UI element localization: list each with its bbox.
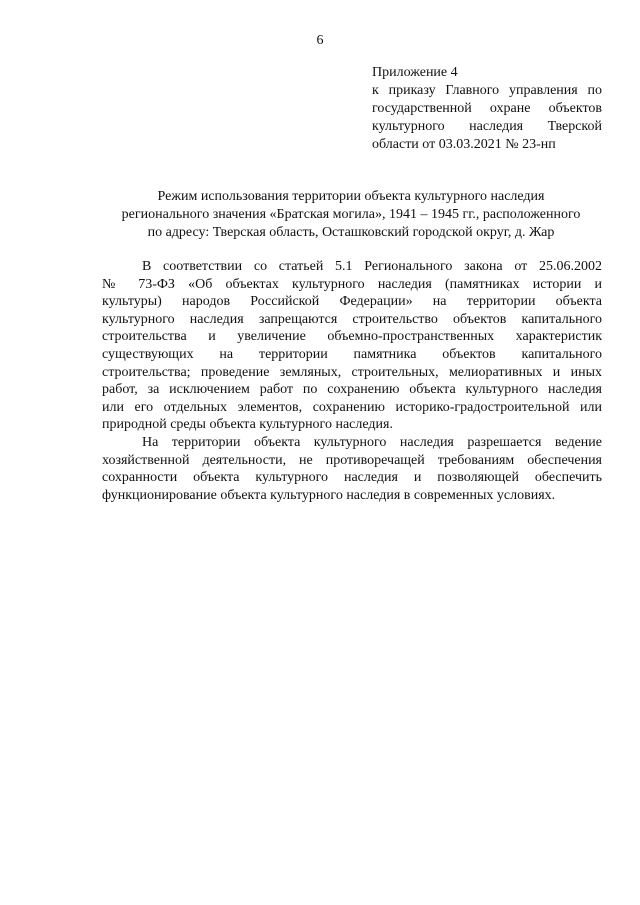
page-number: 6 — [316, 33, 324, 48]
appendix-line: к приказу Главного управления по — [372, 83, 602, 98]
paragraph-line: строительства и увеличение объемно-пространственных характеристик — [102, 329, 602, 345]
appendix-header — [372, 64, 602, 154]
paragraph-line: существующих на территории памятника объектов капитального — [102, 346, 602, 362]
paragraph-line: работ, за исключением работ по сохранению объекта культурного наследия — [102, 382, 602, 398]
paragraph-line: На территории объекта культурного наследия разрешается ведение — [142, 434, 602, 450]
document-body — [102, 258, 602, 504]
paragraph-permissions — [102, 434, 602, 504]
title-line: Режим использования территории объекта культурного наследия — [157, 189, 545, 204]
paragraph-line: природной среды объекта культурного наследия. — [102, 417, 393, 433]
document-title — [96, 188, 606, 242]
paragraph-restrictions — [102, 258, 602, 434]
paragraph-line: строительства; проведение земляных, строительных, мелиоративных и иных — [102, 364, 602, 380]
title-line: по адресу: Тверская область, Осташковский городской округ, д. Жар — [147, 225, 555, 240]
appendix-line: области от 03.03.2021 № 23-нп — [372, 137, 556, 152]
title-line: регионального значения «Братская могила», 1941 – 1945 гг., расположенного — [121, 207, 581, 222]
paragraph-line: культуры) народов Российской Федерации» на территории объекта — [102, 294, 602, 310]
appendix-line: Приложение 4 — [372, 65, 458, 80]
paragraph-line: культурного наследия запрещаются строительство объектов капитального — [102, 311, 602, 327]
paragraph-line: или его отдельных элементов, сохранению историко-градостроительной или — [102, 399, 602, 415]
paragraph-line: № 73-ФЗ «Об объектах культурного наследия (памятниках истории и — [102, 276, 602, 292]
paragraph-line: хозяйственной деятельности, не противоречащей требованиям обеспечения — [102, 452, 602, 468]
paragraph-line: В соответствии со статьей 5.1 Регионального закона от 25.06.2002 — [142, 259, 602, 274]
appendix-line: государственной охране объектов — [372, 101, 602, 116]
paragraph-line: функционирование объекта культурного наследия в современных условиях. — [102, 487, 556, 503]
appendix-line: культурного наследия Тверской — [372, 119, 602, 134]
paragraph-line: сохранности объекта культурного наследия и позволяющей обеспечить — [102, 470, 602, 486]
